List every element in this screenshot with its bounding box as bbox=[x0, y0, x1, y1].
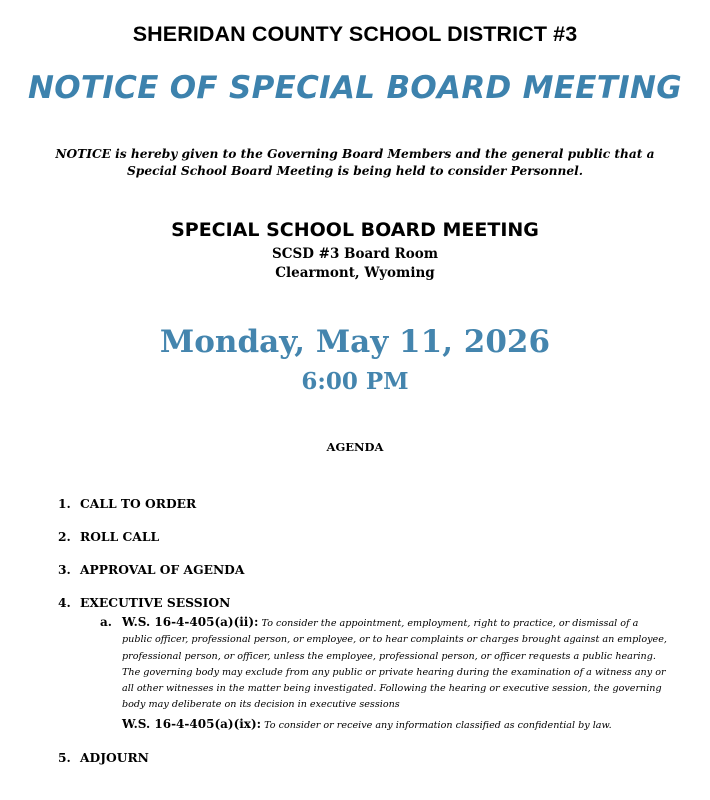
subitem-letter: a. bbox=[100, 615, 112, 629]
agenda-item-number: 2. bbox=[58, 529, 71, 544]
agenda-item-executive-session bbox=[58, 595, 230, 610]
agenda-item-adjourn bbox=[58, 750, 149, 765]
meeting-location bbox=[0, 245, 710, 283]
location-room: SCSD #3 Board Room bbox=[272, 246, 438, 262]
agenda-item-number: 3. bbox=[58, 562, 71, 577]
intro-paragraph bbox=[40, 146, 670, 180]
statute-ix-description: To consider or receive any information classified as confidential by law. bbox=[264, 719, 612, 731]
intro-line-2: Special School Board Meeting is being held to consider Personnel. bbox=[127, 164, 583, 178]
agenda-item-number: 1. bbox=[58, 496, 71, 511]
agenda-item-call-to-order bbox=[58, 496, 196, 511]
agenda-item-number: 5. bbox=[58, 750, 71, 765]
location-city: Clearmont, Wyoming bbox=[275, 265, 435, 281]
agenda-item-approval bbox=[58, 562, 244, 577]
statute-ii-block bbox=[122, 614, 670, 714]
agenda-item-label: EXECUTIVE SESSION bbox=[80, 595, 231, 610]
agenda-item-label: ADJOURN bbox=[80, 750, 149, 765]
executive-session-subitem bbox=[100, 614, 670, 734]
meeting-date: Monday, May 11, 2026 bbox=[159, 324, 551, 360]
meeting-time: 6:00 PM bbox=[301, 368, 409, 395]
agenda-heading: AGENDA bbox=[326, 440, 384, 454]
statute-ii-ref: W.S. 16-4-405(a)(ii): bbox=[122, 615, 259, 629]
notice-title: NOTICE OF SPECIAL BOARD MEETING bbox=[27, 70, 682, 106]
statute-ii-description: To consider the appointment, employment, right to practice, or dismissal of a public officer, professional person, or employee, or to hear complaints or charges brought against an employee, professional person, or officer, unless the employee, professional person, or officer requests a public hearing. The governing body may exclude from any public or private hearing during the examination of a witness any or all other witnesses in the matter being investigated. Following the hearing or executive session, the governing body may deliberate on its decision in executive sessions bbox=[122, 618, 667, 711]
agenda-item-label: APPROVAL OF AGENDA bbox=[80, 562, 245, 577]
district-name: SHERIDAN COUNTY SCHOOL DISTRICT #3 bbox=[132, 22, 578, 46]
meeting-heading: SPECIAL SCHOOL BOARD MEETING bbox=[171, 219, 539, 241]
agenda-item-roll-call bbox=[58, 529, 159, 544]
agenda-item-number: 4. bbox=[58, 595, 71, 610]
statute-ix-block bbox=[122, 716, 670, 734]
agenda-item-label: ROLL CALL bbox=[80, 529, 160, 544]
agenda-item-label: CALL TO ORDER bbox=[80, 496, 197, 511]
intro-line-1: NOTICE is hereby given to the Governing Board Members and the general public that a bbox=[55, 147, 655, 161]
statute-ix-ref: W.S. 16-4-405(a)(ix): bbox=[122, 716, 262, 731]
